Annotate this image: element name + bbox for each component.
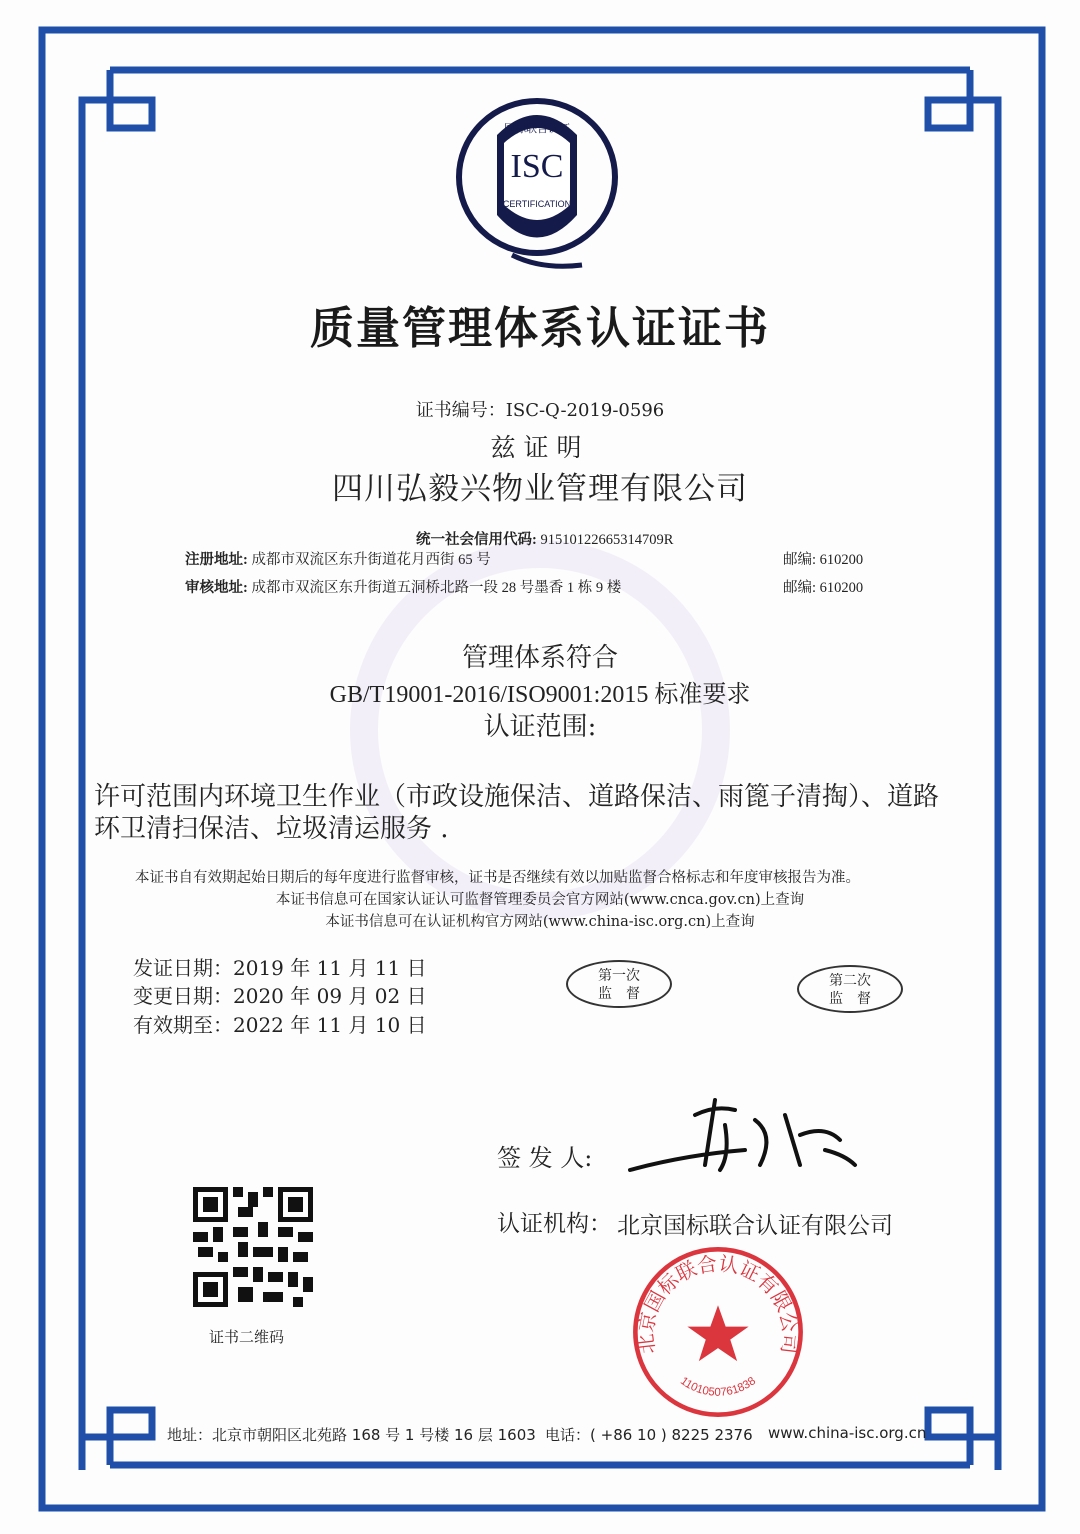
scope-heading: 认证范围: <box>483 712 597 742</box>
registered-postcode: 邮编: 610200 <box>783 552 864 568</box>
svg-text:CERTIFICATION: CERTIFICATION <box>502 199 572 209</box>
qr-label: 证书二维码 <box>209 1328 285 1346</box>
certificate-title: 质量管理体系认证证书 <box>310 303 770 354</box>
stamp-line: 监 督 <box>829 991 871 1007</box>
audit-address-label: 审核地址: <box>185 580 248 596</box>
stamp-line: 监 督 <box>598 986 640 1002</box>
second-supervision-stamp <box>797 965 903 1013</box>
issuer-name: 北京国标联合认证有限公司 <box>617 1213 893 1239</box>
signature <box>625 1095 865 1185</box>
validity-note: 本证书自有效期起始日期后的每年度进行监督审核，证书是否继续有效以加贴监督合格标志和年度审核报告为准。 <box>135 870 860 886</box>
isc-logo <box>452 95 622 275</box>
svg-text:ISC: ISC <box>510 148 564 185</box>
credit-code-row <box>416 528 673 549</box>
registered-address-label: 注册地址: <box>185 552 248 568</box>
svg-text:国标联合认证: 国标联合认证 <box>504 122 570 135</box>
footer-website[interactable]: www.china-isc.org.cn <box>768 1424 927 1442</box>
registered-address: 成都市双流区东升街道花月西街 65 号 <box>251 552 491 568</box>
conformity-text: 管理体系符合 <box>461 643 618 673</box>
issuer-label: 认证机构： <box>497 1211 612 1237</box>
stamp-line: 第二次 <box>829 973 871 989</box>
stamp-line: 第一次 <box>598 968 640 984</box>
credit-code: 91510122665314709R <box>540 532 674 548</box>
isc-note: 本证书信息可在认证机构官方网站(www.china-isc.org.cn)上查询 <box>325 914 755 930</box>
credit-code-label: 统一社会信用代码: <box>416 532 537 548</box>
scope-line: 许可范围内环境卫生作业（市政设施保洁、道路保洁、雨篦子清掏）、道路 <box>94 782 940 812</box>
first-supervision-stamp <box>566 960 672 1008</box>
footer-address: 地址：北京市朝阳区北苑路 168 号 1 号楼 16 层 1603 <box>167 1426 536 1444</box>
audit-address: 成都市双流区东升街道五洞桥北路一段 28 号墨香 1 栋 9 楼 <box>251 580 622 596</box>
audit-address-row <box>185 576 621 597</box>
svg-text:北京国标联合认证有限公司: 北京国标联合认证有限公司 <box>634 1252 802 1356</box>
change-date: 变更日期：2020 年 09 月 02 日 <box>133 984 427 1008</box>
audit-postcode: 邮编: 610200 <box>783 580 864 596</box>
certificate-number: 证书编号：ISC-Q-2019-0596 <box>415 400 665 421</box>
company-name: 四川弘毅兴物业管理有限公司 <box>332 471 748 507</box>
standard-text: GB/T19001-2016/ISO9001:2015 标准要求 <box>329 682 751 708</box>
qr-code <box>193 1187 313 1307</box>
svg-text:1101050761838: 1101050761838 <box>677 1375 759 1399</box>
hereby-certify: 兹证明 <box>490 433 590 462</box>
issue-date: 发证日期：2019 年 11 月 11 日 <box>133 956 427 980</box>
footer-phone: 电话：( +86 10 ) 8225 2376 <box>545 1426 753 1444</box>
official-seal <box>630 1244 806 1420</box>
expiry-date: 有效期至：2022 年 11 月 10 日 <box>133 1013 427 1037</box>
signer-label: 签 发 人: <box>497 1144 593 1172</box>
scope-line: 环卫清扫保洁、垃圾清运服务 . <box>94 814 449 844</box>
cnca-note: 本证书信息可在国家认证认可监督管理委员会官方网站(www.cnca.gov.cn)上查询 <box>275 892 805 908</box>
registered-address-row <box>185 548 491 569</box>
